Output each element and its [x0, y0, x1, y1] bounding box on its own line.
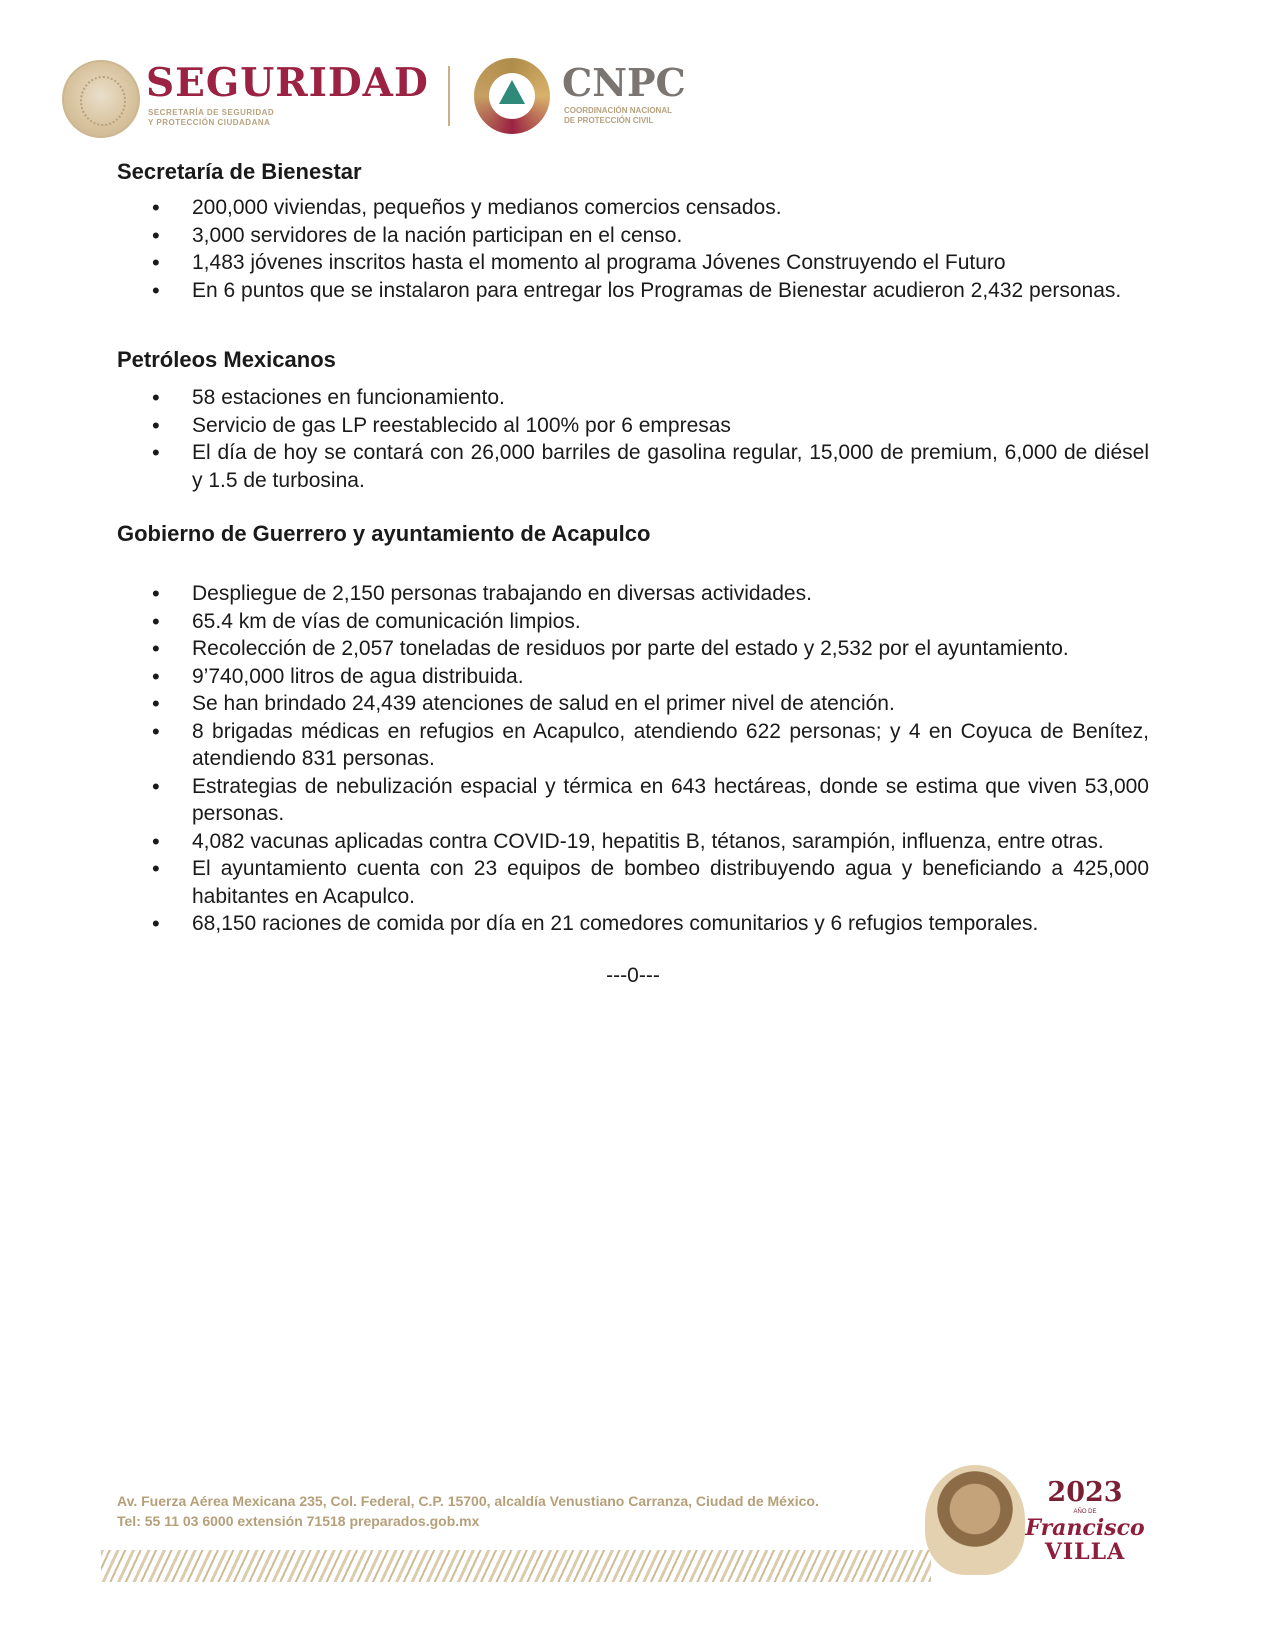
- bullet-list: [117, 194, 1149, 304]
- list-item: • 8 brigadas médicas en refugios en Acapulco, atendiendo 622 personas; y 4 en Coyuca de Benítez, atendiendo 831 personas.: [117, 718, 1149, 773]
- decorative-footer-band: [101, 1550, 931, 1582]
- list-item: • 68,150 raciones de comida por día en 21 comedores comunitarios y 6 refugios temporales.: [117, 910, 1149, 938]
- footer-address: Av. Fuerza Aérea Mexicana 235, Col. Federal, C.P. 15700, alcaldía Venustiano Carranza, Ciudad de México.: [117, 1493, 819, 1509]
- list-item: • El día de hoy se contará con 26,000 barriles de gasolina regular, 15,000 de premium, 6,000 de diésel y 1.5 de turbosina.: [117, 439, 1149, 494]
- national-seal-icon: [62, 60, 140, 138]
- list-item: • Estrategias de nebulización espacial y térmica en 643 hectáreas, donde se estima que viven 53,000 personas.: [117, 773, 1149, 828]
- cnpc-logo-title: CNPC: [562, 60, 686, 105]
- emblem-name: Francisco: [1025, 1515, 1145, 1541]
- list-item: • 4,082 vacunas aplicadas contra COVID-19, hepatitis B, tétanos, sarampión, influenza, entre otras.: [117, 828, 1149, 856]
- cnpc-emblem-icon: [474, 58, 550, 134]
- document-body: [117, 155, 1149, 988]
- list-item: • 3,000 servidores de la nación participan en el censo.: [117, 222, 1149, 250]
- page-header: [62, 58, 702, 138]
- footer-address-block: [117, 1491, 819, 1531]
- footer-contact: Tel: 55 11 03 6000 extensión 71518 preparados.gob.mx: [117, 1513, 480, 1529]
- year-emblem: [1025, 1478, 1145, 1564]
- emblem-small-text: AÑO DE: [1073, 1509, 1097, 1515]
- emblem-surname: VILLA: [1044, 1539, 1126, 1565]
- header-divider: [448, 66, 450, 126]
- seguridad-logo-title: SEGURIDAD: [146, 60, 429, 106]
- emblem-year: 2023: [1047, 1477, 1123, 1508]
- bullet-list: [117, 384, 1149, 494]
- list-item: • Se han brindado 24,439 atenciones de salud en el primer nivel de atención.: [117, 690, 1149, 718]
- list-item: • 9’740,000 litros de agua distribuida.: [117, 663, 1149, 691]
- list-item: • En 6 puntos que se instalaron para entregar los Programas de Bienestar acudieron 2,432 personas.: [117, 277, 1149, 305]
- list-item: • 58 estaciones en funcionamiento.: [117, 384, 1149, 412]
- cnpc-logo-subtitle: COORDINACIÓN NACIONAL DE PROTECCIÓN CIVIL: [564, 106, 672, 125]
- section-title: Secretaría de Bienestar: [117, 159, 362, 184]
- section-title: Petróleos Mexicanos: [117, 347, 336, 372]
- list-item: • 65.4 km de vías de comunicación limpios.: [117, 608, 1149, 636]
- list-item: • 200,000 viviendas, pequeños y medianos comercios censados.: [117, 194, 1149, 222]
- list-item: • Recolección de 2,057 toneladas de residuos por parte del estado y 2,532 por el ayuntamiento.: [117, 635, 1149, 663]
- end-separator: ---0---: [606, 963, 660, 987]
- francisco-villa-portrait-icon: [925, 1465, 1025, 1575]
- list-item: • El ayuntamiento cuenta con 23 equipos de bombeo distribuyendo agua y beneficiando a 425,000 habitantes en Acapulco.: [117, 855, 1149, 910]
- section-title: Gobierno de Guerrero y ayuntamiento de Acapulco: [117, 521, 651, 546]
- list-item: • Despliegue de 2,150 personas trabajando en diversas actividades.: [117, 580, 1149, 608]
- seguridad-logo-subtitle: SECRETARÍA DE SEGURIDAD Y PROTECCIÓN CIUDADANA: [148, 108, 275, 127]
- list-item: • 1,483 jóvenes inscritos hasta el momento al programa Jóvenes Construyendo el Futuro: [117, 249, 1149, 277]
- bullet-list: [117, 580, 1149, 938]
- list-item: • Servicio de gas LP reestablecido al 100% por 6 empresas: [117, 412, 1149, 440]
